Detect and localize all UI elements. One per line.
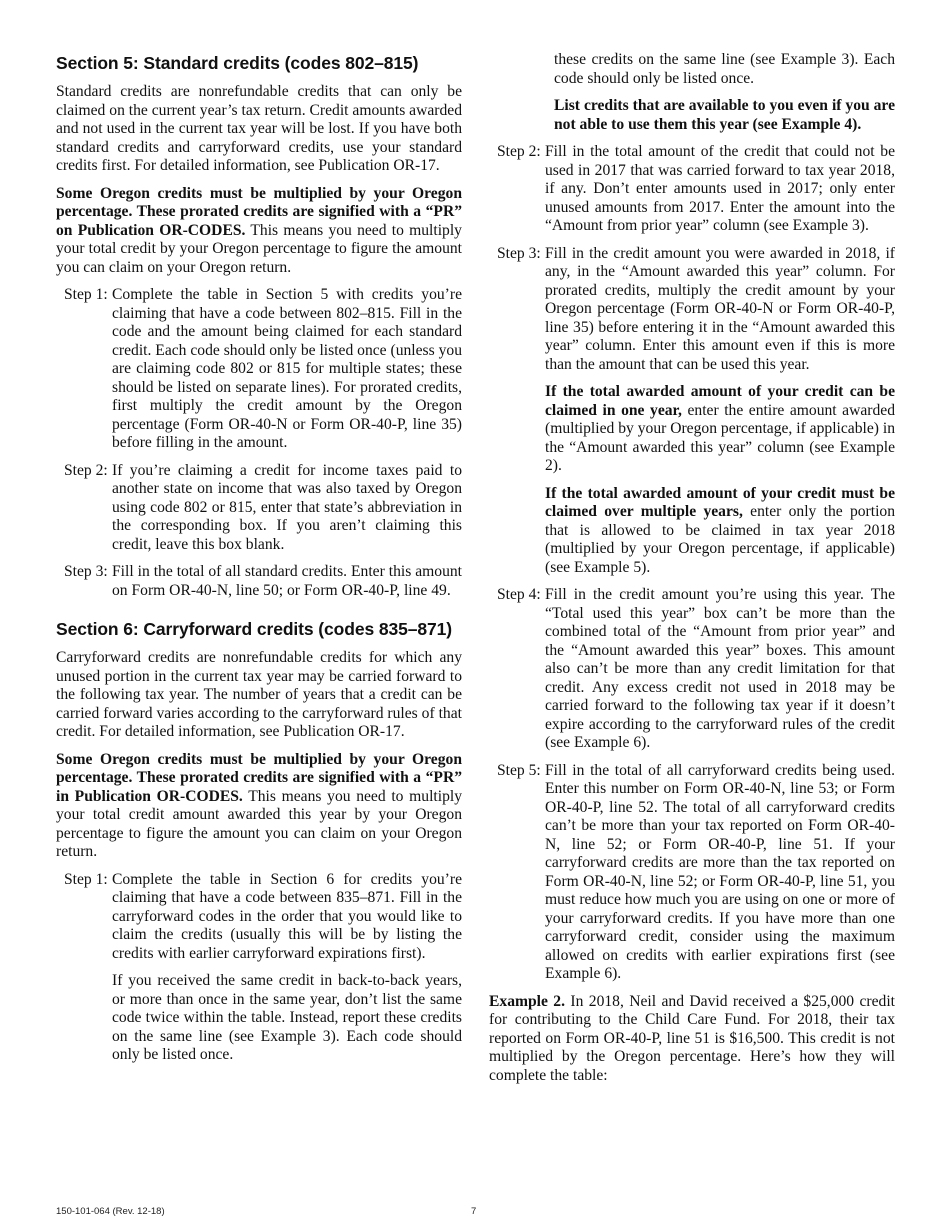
one-year-rest: enter the entire amount awarded (multiplied by your Oregon percentage, if applicable) in the “Amount awarded this year” column (see Example 2). (545, 401, 895, 474)
section6-step-2 (489, 143, 895, 236)
step-label: Step 2: (497, 143, 541, 160)
step-multi-year-note (545, 485, 895, 578)
section6-prorate-bold: Some Oregon credits must be multiplied by your Oregon percentage. These prorated credits are signified with a “PR” in Publication OR-CODES. (56, 750, 462, 805)
section6-prorate-note (56, 751, 462, 862)
section5-intro: Standard credits are nonrefundable credits that can only be claimed on the current year’s tax return. Credit amounts awarded and not used in the current tax year will be lost. If you have both standard credits and carryforward credits, use your standard credits first. For detailed information, see Publication OR-17. (56, 83, 462, 174)
step-label: Step 3: (497, 244, 541, 262)
step-text: Complete the table in Section 6 for credits you’re claiming that have a code between 835–871. Fill in the carryforward codes in the order that you would like to claim the credits (usually this will be by listing the credits with earlier carryforward expirations first). (112, 870, 462, 962)
page-number: 7 (471, 1206, 477, 1217)
section6-step-3 (489, 245, 895, 578)
section5-step-2 (56, 462, 462, 555)
step-label: Step 1: (64, 286, 108, 303)
step-text: Fill in the total of all carryforward credits being used. Enter this number on Form OR-40-N, line 53; or Form OR-40-P, line 52. The total of all carryforward credits can’t be more than your tax reported on Form OR-40-N, line 52; or Form OR-40-P, line 51. If your carryforward credits are more than the tax reported on Form OR-40-N, line 52; or Form OR-40-P, line 51, you must reduce how much you are using on one or more of your carryforward credits. If you have more than one carryforward credit, consider using the maximum allowed on credits with earlier expirations first (see Example 6). (545, 761, 895, 982)
step-text-continued: If you received the same credit in back-to-back years, or more than once in the same year, don’t list the same code twice within the table. Instead, report these credits on the same line (see Example 3). Each code should only be listed once. (112, 972, 462, 1063)
section5-step-3 (56, 563, 462, 600)
step-label: Step 1: (64, 870, 108, 888)
example-2-label: Example 2. (489, 992, 565, 1010)
section6-intro: Carryforward credits are nonrefundable credits for which any unused portion in the current tax year may be carried forward to the following tax year. The number of years that a credit can be carried forward varies according to the carryforward rules of that credit. For detailed information, see Publication OR-17. (56, 649, 462, 740)
step-label: Step 5: (497, 761, 541, 779)
step-text: Fill in the credit amount you were awarded in 2018, if any, in the “Amount awarded this year” column. For prorated credits, multiply the credit amount by your Oregon percentage (Form OR-40-N or Form OR-40-P, line 35) before entering it in the “Amount awarded this year” column. Enter this amount even if this is more than the amount that can be used this year. (545, 244, 895, 373)
step-text: If you’re claiming a credit for income taxes paid to another state on income that was also taxed by Oregon using code 802 or 815, enter that state’s abbreviation in the corresponding box. If you aren’t claiming this credit, leave this box blank. (112, 461, 462, 553)
step-text: Complete the table in Section 5 with credits you’re claiming that have a code between 802–815. Fill in the code and the amount being claimed for each standard credit. Each code should only be listed once (unless you are claiming code 802 or 815 for multiple states; these should be listed on separate lines). For prorated credits, first multiply the credit amount by the Oregon percentage (Form OR-40-N or Form OR-40-P, line 35) before filling in the amount. (112, 286, 462, 451)
section6-step-5 (489, 762, 895, 984)
step-text: Fill in the total of all standard credits. Enter this amount on Form OR-40-N, line 50; or Form OR-40-P, line 49. (112, 563, 462, 599)
one-year-bold: If the total awarded amount of your credit can be claimed in one year, (545, 383, 895, 419)
step-text: Fill in the credit amount you’re using this year. The “Total used this year” box can’t be more than the combined total of the “Amount from prior year” and the “Amount awarded this year” boxes. This amount also can’t be more than any credit limitation for that credit. Any excess credit not used in 2018 may be carried forward to the following tax year if it doesn’t expire according to the carryforward rules of the credit (see Example 6). (545, 586, 895, 751)
step-label: Step 4: (497, 586, 541, 603)
example-2-text: In 2018, Neil and David received a $25,000 credit for contributing to the Child Care Fund. For 2018, their tax reported on Form OR-40-P, line 51 is $16,500. This credit is not multiplied by the Oregon percentage. Here’s how they will complete the table: (489, 992, 895, 1084)
multi-year-bold: If the total awarded amount of your credit must be claimed over multiple years, (545, 484, 895, 520)
left-column (56, 49, 462, 1074)
multi-year-rest: enter only the portion that is allowed to be claimed in tax year 2018 (multiplied by your Oregon percentage, if applicable) (see Example 5). (545, 503, 896, 576)
section6-step-1 (56, 871, 462, 1065)
step-text-continued-top: these credits on the same line (see Example 3). Each code should only be listed once. (554, 51, 895, 87)
list-credits-note (554, 97, 895, 134)
right-column (489, 51, 895, 1094)
section6-prorate-rest: This means you need to multiply your total credit amount awarded this year by your Oregon percentage to figure the amount you can claim on your Oregon return. (56, 787, 462, 860)
section6-heading: Section 6: Carryforward credits (codes 835–871) (56, 619, 453, 639)
section6-step-4 (489, 586, 895, 753)
section5-prorate-bold: Some Oregon credits must be multiplied by your Oregon percentage. These prorated credits are signified with a “PR” on Publication OR-CODES. (56, 184, 462, 239)
step-label: Step 2: (64, 461, 108, 479)
section5-step-1 (56, 286, 462, 453)
section5-heading: Section 5: Standard credits (codes 802–815) (56, 53, 419, 73)
section5-prorate-note (56, 185, 462, 278)
step-text: Fill in the total amount of the credit that could not be used in 2017 that was carried forward to tax year 2018, if any. Don’t enter amounts used in 2017; only enter unused amounts from 2017. Enter the amount into the “Amount from prior year” column (see Example 3). (545, 143, 895, 234)
example-2 (489, 993, 895, 1086)
list-credits-bold: List credits that are available to you even if you are not able to use them this year (see Example 4). (554, 97, 895, 133)
section5-prorate-rest: This means you need to multiply your total credit by your Oregon percentage to figure the amount you can claim on your Oregon return. (56, 221, 462, 276)
step-one-year-note (545, 383, 895, 476)
step-label: Step 3: (64, 563, 108, 580)
form-id: 150-101-064 (Rev. 12-18) (56, 1206, 165, 1217)
